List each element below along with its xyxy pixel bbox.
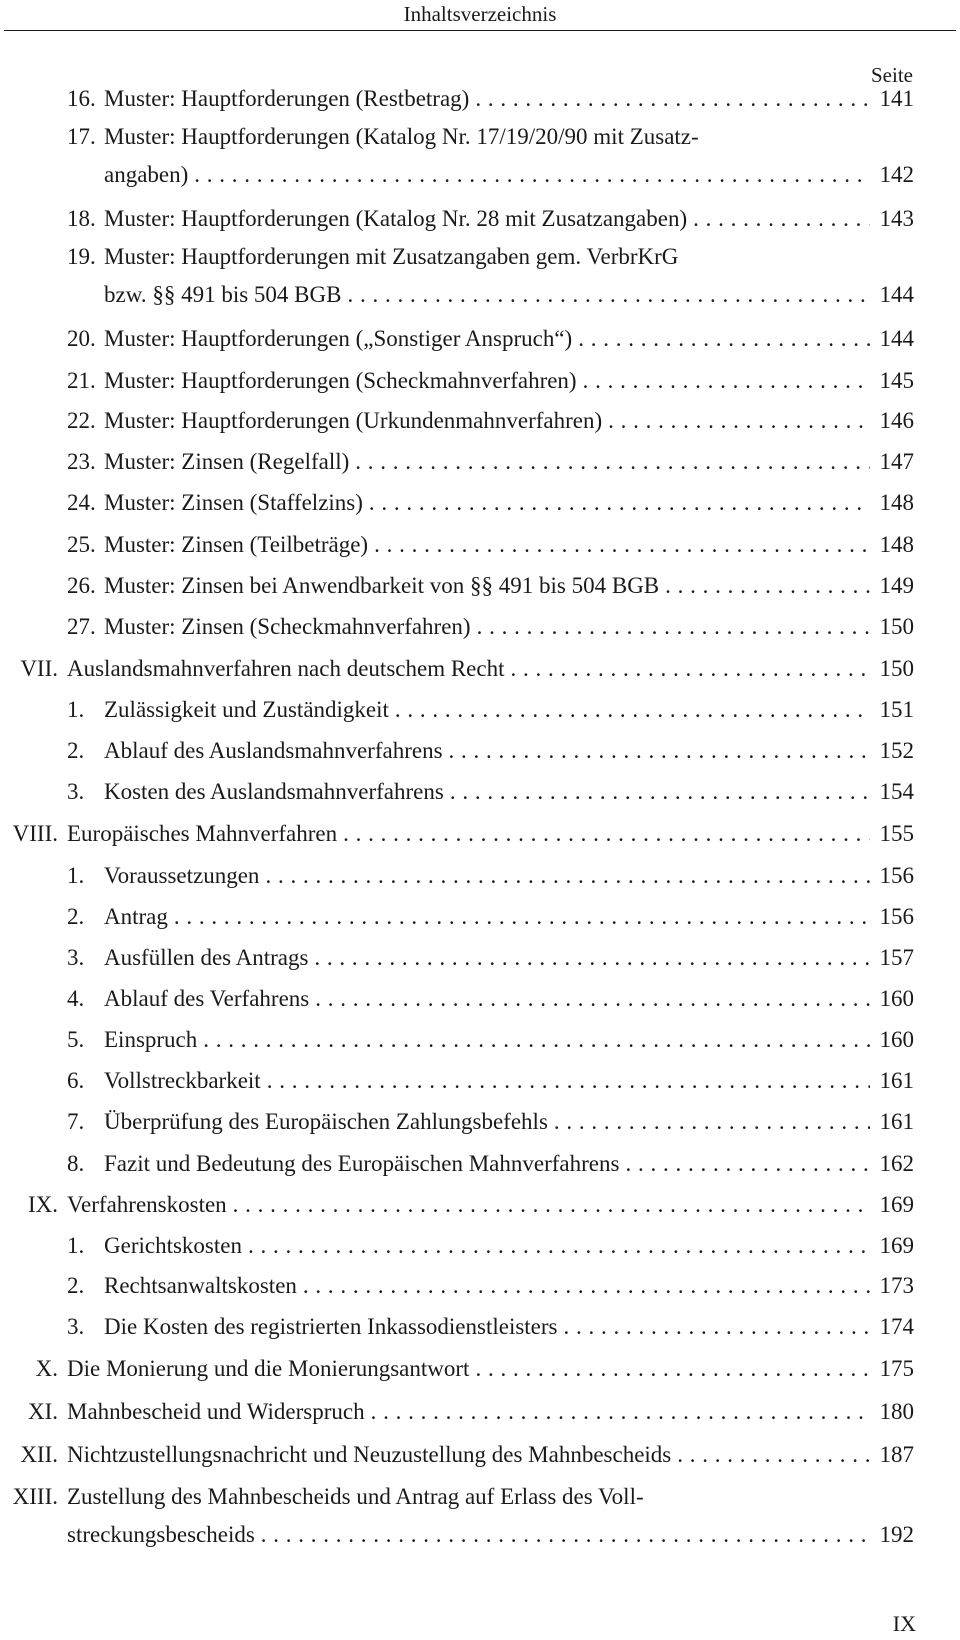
toc-entry-title: Einspruch [104, 1021, 203, 1059]
toc-entry-title: Fazit und Bedeutung des Europäischen Mahnverfahrens [104, 1145, 625, 1183]
toc-entry[interactable] [104, 320, 870, 358]
toc-page-number: 187 [879, 1442, 914, 1467]
toc-page-number: 148 [879, 532, 914, 557]
toc-entry[interactable] [104, 1227, 870, 1265]
dot-leader [174, 898, 870, 936]
toc-entry-title: Antrag [104, 898, 174, 936]
toc-section-entry[interactable] [67, 815, 870, 853]
page-number: IX [892, 1611, 916, 1636]
toc-entry-number: 2. [67, 1273, 85, 1298]
toc-entry-number: 24. [67, 490, 96, 515]
toc-entry-title: Muster: Zinsen (Scheckmahnverfahren) [104, 608, 477, 646]
dot-leader [248, 1227, 870, 1265]
toc-entry-title: Muster: Hauptforderungen („Sonstiger Anspruch“) [104, 320, 578, 358]
toc-section-entry[interactable] [67, 1516, 870, 1554]
toc-page-number: 146 [879, 408, 914, 433]
toc-entry[interactable] [104, 1267, 870, 1305]
toc-entry[interactable] [104, 402, 870, 440]
toc-entry-title: Nichtzustellungsnachricht und Neuzustellung des Mahnbescheids [67, 1436, 677, 1474]
toc-page-number: 150 [879, 614, 914, 639]
toc-page-number: 149 [879, 573, 914, 598]
toc-section-number: XI. [27, 1399, 58, 1424]
page-column-label: Seite [871, 63, 913, 87]
toc-page-number: 142 [879, 162, 914, 187]
toc-page-number: 145 [879, 368, 914, 393]
toc-page-number: 151 [879, 697, 914, 722]
toc-entry-title: Kosten des Auslandsmahnverfahrens [104, 773, 450, 811]
toc-entry-number: 2. [67, 738, 85, 763]
toc-page-number: 180 [879, 1399, 914, 1424]
dot-leader [261, 1516, 870, 1554]
dot-leader [395, 691, 870, 729]
toc-entry-title: streckungsbescheids [67, 1516, 261, 1554]
dot-leader [449, 732, 870, 770]
toc-entry-number: 1. [67, 697, 85, 722]
toc-entry-number: 1. [67, 1233, 85, 1258]
toc-entry-title: Rechtsanwaltskosten [104, 1267, 303, 1305]
toc-entry-number: 22. [67, 408, 96, 433]
toc-entry-title: Auslandsmahnverfahren nach deutschem Recht [67, 650, 510, 688]
dot-leader [371, 1393, 870, 1431]
dot-leader [583, 362, 870, 400]
toc-entry[interactable] [104, 857, 870, 895]
toc-section-number: VIII. [12, 821, 58, 846]
toc-entry[interactable] [104, 939, 870, 977]
toc-entry[interactable] [104, 898, 870, 936]
toc-entry-number: 21. [67, 368, 96, 393]
toc-entry[interactable] [104, 484, 870, 522]
dot-leader [355, 443, 870, 481]
toc-section-number: VII. [20, 656, 58, 681]
dot-leader [265, 857, 870, 895]
toc-entry-title: Muster: Zinsen (Regelfall) [104, 443, 355, 481]
toc-entry[interactable] [104, 980, 870, 1018]
toc-entry-number: 2. [67, 904, 85, 929]
dot-leader [564, 1308, 871, 1346]
dot-leader [578, 320, 870, 358]
toc-entry-title: angaben) [104, 156, 194, 194]
toc-page-number: 157 [879, 945, 914, 970]
toc-entry[interactable] [104, 1145, 870, 1183]
toc-entry-title: Muster: Hauptforderungen (Scheckmahnverfahren) [104, 362, 583, 400]
toc-page-number: 143 [879, 206, 914, 231]
toc-entry[interactable] [104, 691, 870, 729]
toc-entry-title: Die Monierung und die Monierungsantwort [67, 1350, 475, 1388]
dot-leader [677, 1436, 870, 1474]
toc-entry-title-line1: Muster: Hauptforderungen (Katalog Nr. 17/19/20/90 mit Zusatz- [104, 124, 699, 149]
toc-entry[interactable] [104, 1103, 870, 1141]
dot-leader [369, 484, 870, 522]
toc-entry-title: Ablauf des Verfahrens [104, 980, 315, 1018]
dot-leader [233, 1186, 870, 1224]
toc-entry[interactable] [104, 443, 870, 481]
dot-leader [510, 650, 870, 688]
toc-entry-number: 19. [67, 244, 96, 269]
toc-page-number: 156 [879, 904, 914, 929]
toc-entry-number: 16. [67, 86, 96, 111]
toc-entry[interactable] [104, 200, 870, 238]
toc-section-entry[interactable] [67, 1186, 870, 1224]
toc-entry-title-line1: Zustellung des Mahnbescheids und Antrag auf Erlass des Voll- [67, 1484, 644, 1509]
dot-leader [374, 526, 870, 564]
dot-leader [477, 608, 870, 646]
toc-entry-number: 25. [67, 532, 96, 557]
toc-entry-number: 3. [67, 945, 85, 970]
toc-entry-title: Muster: Hauptforderungen (Urkundenmahnverfahren) [104, 402, 608, 440]
toc-page-number: 173 [879, 1273, 914, 1298]
dot-leader [194, 156, 870, 194]
toc-entry-title: Europäisches Mahnverfahren [67, 815, 343, 853]
dot-leader [314, 939, 870, 977]
toc-page-number: 169 [879, 1192, 914, 1217]
toc-page-number: 162 [879, 1151, 914, 1176]
dot-leader [343, 815, 870, 853]
toc-page-number: 155 [879, 821, 914, 846]
dot-leader [315, 980, 870, 1018]
toc-section-entry[interactable] [67, 1350, 870, 1388]
toc-entry-title: Muster: Hauptforderungen (Katalog Nr. 28 mit Zusatzangaben) [104, 200, 693, 238]
toc-entry-title: Muster: Zinsen bei Anwendbarkeit von §§ 491 bis 504 BGB [104, 567, 665, 605]
toc-page-number: 141 [879, 86, 914, 111]
toc-entry-number: 27. [67, 614, 96, 639]
dot-leader [608, 402, 870, 440]
toc-section-number: IX. [27, 1192, 58, 1217]
dot-leader [554, 1103, 870, 1141]
toc-page-number: 174 [879, 1314, 914, 1339]
toc-section-entry[interactable] [67, 1393, 870, 1431]
toc-entry[interactable] [104, 732, 870, 770]
toc-entry[interactable] [104, 526, 870, 564]
toc-page-number: 144 [879, 326, 914, 351]
toc-entry-title: Zulässigkeit und Zuständigkeit [104, 691, 395, 729]
toc-page-number: 160 [879, 986, 914, 1011]
toc-entry-title: Mahnbescheid und Widerspruch [67, 1393, 371, 1431]
toc-entry-title: Ausfüllen des Antrags [104, 939, 314, 977]
dot-leader [475, 1350, 870, 1388]
toc-page-number: 161 [879, 1068, 914, 1093]
toc-page-number: 175 [879, 1356, 914, 1381]
toc-entry-title: Voraussetzungen [104, 857, 265, 895]
toc-entry[interactable] [104, 773, 870, 811]
toc-entry-title: Überprüfung des Europäischen Zahlungsbefehls [104, 1103, 554, 1141]
toc-entry-title: Muster: Zinsen (Teilbeträge) [104, 526, 374, 564]
toc-entry-number: 8. [67, 1151, 85, 1176]
dot-leader [693, 200, 870, 238]
toc-page-number: 154 [879, 779, 914, 804]
toc-entry-title: Ablauf des Auslandsmahnverfahrens [104, 732, 449, 770]
toc-entry-number: 20. [67, 326, 96, 351]
toc-entry[interactable] [104, 567, 870, 605]
toc-entry-title: Die Kosten des registrierten Inkassodienstleisters [104, 1308, 564, 1346]
toc-entry[interactable] [104, 276, 870, 314]
header-rule [4, 30, 956, 31]
toc-entry-number: 1. [67, 863, 85, 888]
dot-leader [347, 276, 870, 314]
toc-entry[interactable] [104, 608, 870, 646]
dot-leader [303, 1267, 870, 1305]
toc-page-number: 160 [879, 1027, 914, 1052]
toc-section-entry[interactable] [67, 1436, 870, 1474]
toc-page-number: 144 [879, 282, 914, 307]
toc-entry-title: Gerichtskosten [104, 1227, 248, 1265]
dot-leader [450, 773, 870, 811]
toc-page-number: 147 [879, 449, 914, 474]
dot-leader [665, 567, 870, 605]
toc-entry-number: 17. [67, 124, 96, 149]
toc-page-number: 148 [879, 490, 914, 515]
toc-section-entry[interactable] [67, 650, 870, 688]
dot-leader [267, 1062, 870, 1100]
toc-entry-title: bzw. §§ 491 bis 504 BGB [104, 276, 347, 314]
toc-entry[interactable] [104, 362, 870, 400]
dot-leader [203, 1021, 870, 1059]
toc-entry-number: 3. [67, 1314, 85, 1339]
toc-entry[interactable] [104, 1062, 870, 1100]
toc-entry[interactable] [104, 80, 870, 118]
toc-entry-title: Muster: Zinsen (Staffelzins) [104, 484, 369, 522]
toc-entry-title: Verfahrenskosten [67, 1186, 233, 1224]
dot-leader [625, 1145, 870, 1183]
toc-entry-number: 6. [67, 1068, 85, 1093]
toc-entry-title: Vollstreckbarkeit [104, 1062, 267, 1100]
running-header: Inhaltsverzeichnis [403, 2, 557, 26]
toc-entry-title: Muster: Hauptforderungen (Restbetrag) [104, 80, 475, 118]
toc-page-number: 150 [879, 656, 914, 681]
toc-entry-number: 4. [67, 986, 85, 1011]
toc-page-number: 161 [879, 1109, 914, 1134]
toc-entry[interactable] [104, 1308, 870, 1346]
toc-entry-number: 18. [67, 206, 96, 231]
toc-entry-number: 3. [67, 779, 85, 804]
toc-entry[interactable] [104, 1021, 870, 1059]
toc-entry-title-line1: Muster: Hauptforderungen mit Zusatzangaben gem. VerbrKrG [104, 244, 679, 269]
toc-page-number: 152 [879, 738, 914, 763]
toc-page-number: 192 [879, 1522, 914, 1547]
toc-entry-number: 23. [67, 449, 96, 474]
toc-section-number: XII. [20, 1442, 58, 1467]
toc-section-number: X. [35, 1356, 58, 1381]
toc-entry-number: 26. [67, 573, 96, 598]
toc-entry-number: 5. [67, 1027, 85, 1052]
toc-section-number: XIII. [12, 1484, 58, 1509]
toc-entry[interactable] [104, 156, 870, 194]
dot-leader [475, 80, 870, 118]
toc-entry-number: 7. [67, 1109, 85, 1134]
toc-page-number: 156 [879, 863, 914, 888]
toc-page-number: 169 [879, 1233, 914, 1258]
